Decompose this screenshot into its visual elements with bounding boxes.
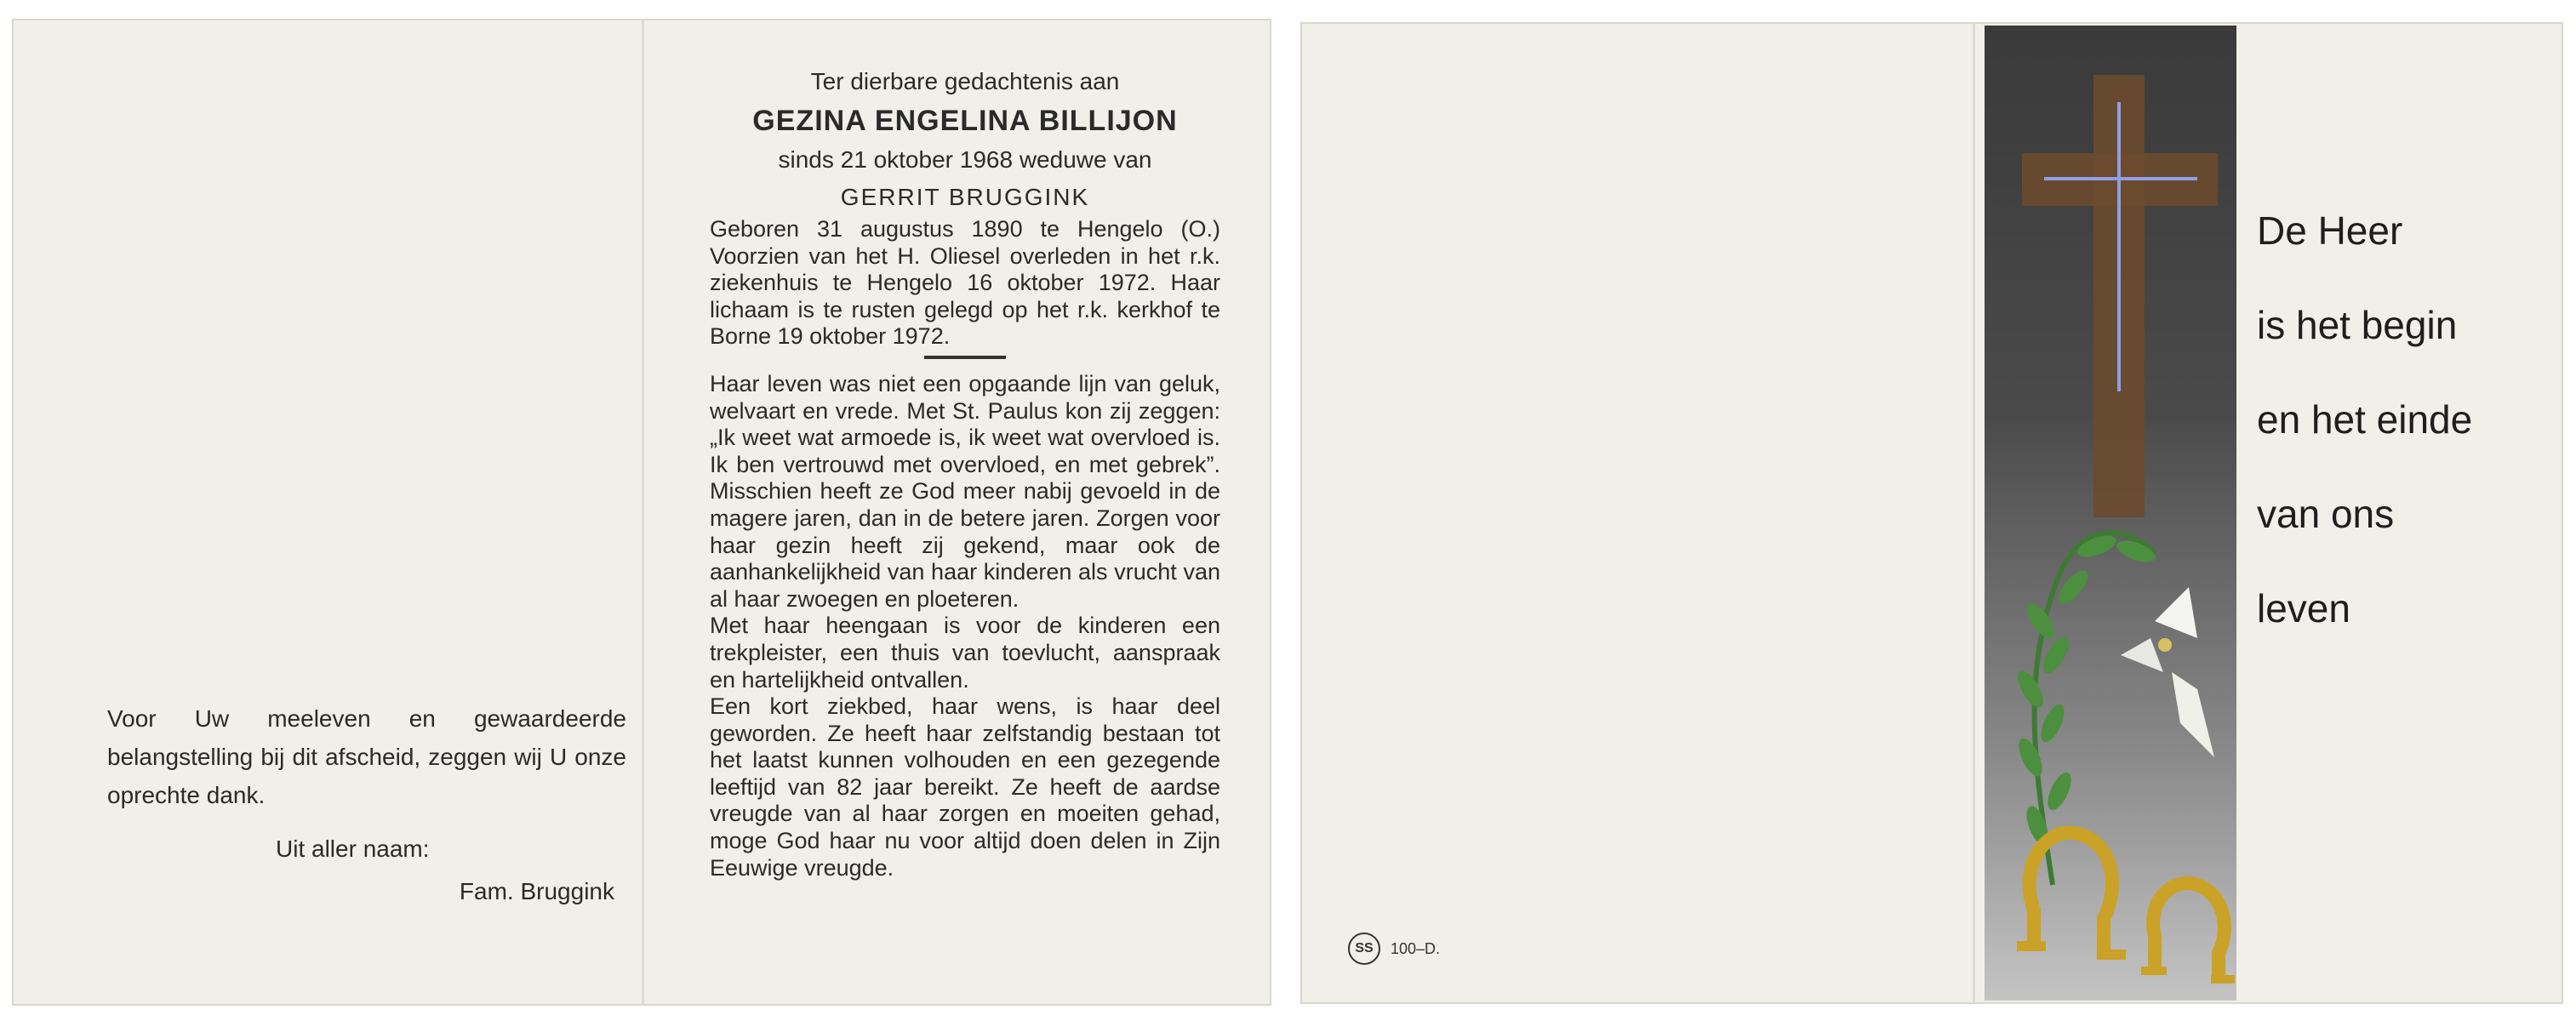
leaf-icon bbox=[2013, 531, 2158, 847]
verse-line: en het einde bbox=[2257, 397, 2473, 442]
anchor-icon bbox=[2030, 833, 2225, 978]
card-fold bbox=[642, 19, 644, 1006]
imprint-code: 100–D. bbox=[1391, 939, 1441, 957]
cover-illustration bbox=[1985, 26, 2236, 1001]
lily-icon bbox=[2121, 587, 2214, 757]
verse-line: van ons bbox=[2257, 492, 2395, 536]
obituary-text bbox=[710, 63, 1220, 881]
on-behalf-label: Uit aller naam: bbox=[276, 836, 430, 862]
spouse-name: GERRIT BRUGGINK bbox=[840, 184, 1090, 210]
eulogy-paragraph: Met haar heengaan is voor de kinderen een trekpleister, een thuis van toevlucht, aanspraak en hartelijkheid ontvallen. bbox=[710, 613, 1220, 693]
outer-spread-card bbox=[1300, 22, 2563, 1004]
deceased-name: GEZINA ENGELINA BILLIJON bbox=[752, 105, 1178, 137]
cross-lily-anchor-illustration bbox=[1985, 26, 2236, 1001]
life-facts: Geboren 31 augustus 1890 te Hengelo (O.) Voorzien van het H. Oliesel overleden in het r.k. ziekenhuis te Hengelo 16 oktober 1972. Haar lichaam is te rusten gelegd op het r.k. kerkhof te Borne 19 oktober 1972. bbox=[710, 216, 1220, 350]
eulogy-paragraph: Haar leven was niet een opgaande lijn van geluk, welvaart en vrede. Met St. Paulus kon zij zeggen: „Ik weet wat armoede is, ik weet wat overvloed is. Ik ben vertrouwd met overvloed, en met gebrek”. Misschien heeft ze God meer nabij gevoeld in de magere jaren, dan in de betere jaren. Zorgen voor haar gezin heeft zij gekend, maar ook de aanhankelijkheid van haar kinderen als vrucht van al haar zwoegen en ploeteren. bbox=[710, 370, 1220, 612]
printer-imprint bbox=[1348, 933, 1440, 965]
printer-logo-icon: SS bbox=[1348, 933, 1380, 965]
card-fold bbox=[1973, 22, 1975, 1004]
eulogy-paragraph: Een kort ziekbed, haar wens, is haar deel geworden. Ze heeft haar zelfstandig bestaan tot het laatst kunnen volhouden en een gezegende leeftijd van 82 jaar bereikt. Ze heeft de aardse vreugde van al haar zorgen en moeiten gehad, moge God haar nu voor altijd doen delen in Zijn Eeuwige vreugde. bbox=[710, 693, 1220, 881]
verse-line: leven bbox=[2257, 586, 2350, 630]
intro-line: Ter dierbare gedachtenis aan bbox=[810, 68, 1120, 94]
cover-verse bbox=[2257, 184, 2472, 656]
verse-line: is het begin bbox=[2257, 303, 2458, 347]
thanks-message: Voor Uw meeleven en gewaardeerde belangstelling bij dit afscheid, zeggen wij U onze oprechte dank. bbox=[107, 705, 626, 808]
family-signature: Fam. Bruggink bbox=[459, 878, 614, 904]
verse-line: De Heer bbox=[2257, 208, 2403, 253]
inner-spread-card bbox=[12, 19, 1271, 1006]
divider bbox=[924, 356, 1006, 359]
anchor-base bbox=[2017, 941, 2235, 984]
widow-line: sinds 21 oktober 1968 weduwe van bbox=[778, 146, 1152, 173]
